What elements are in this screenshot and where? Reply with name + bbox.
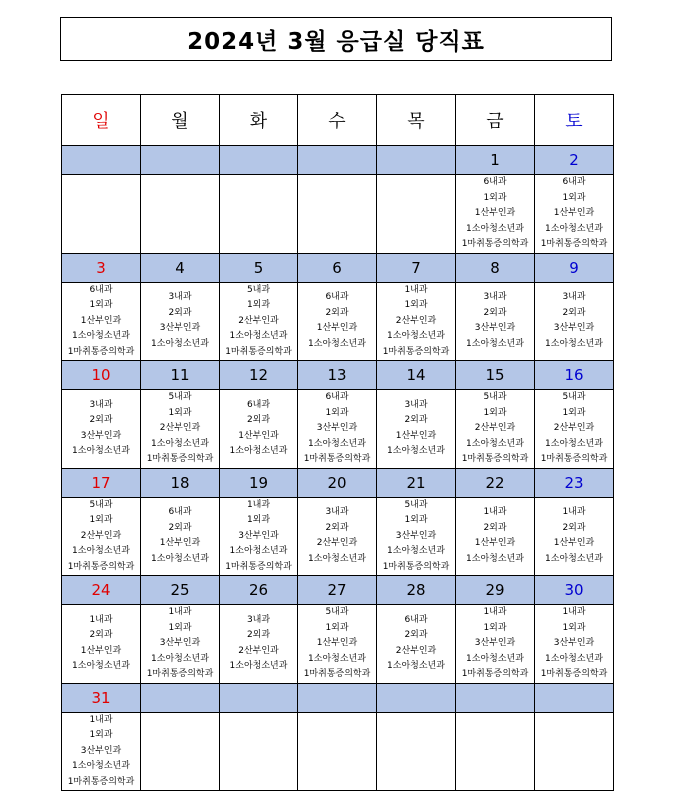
duty-cell bbox=[456, 605, 535, 684]
duty-entry: 3산부인과 bbox=[238, 530, 279, 541]
date-cell: 29 bbox=[456, 576, 535, 605]
date-cell: 14 bbox=[377, 361, 456, 390]
duty-entry: 2외과 bbox=[483, 522, 507, 533]
duty-entry: 1마취통증의학과 bbox=[382, 561, 450, 572]
duty-cell bbox=[377, 282, 456, 361]
duty-entry: 5내과 bbox=[562, 392, 586, 402]
date-cell: 18 bbox=[141, 468, 220, 497]
duty-entry: 1소아청소년과 bbox=[72, 446, 130, 457]
date-cell: 13 bbox=[298, 361, 377, 390]
duty-entry: 6내과 bbox=[325, 292, 349, 303]
duty-entry: 5내과 bbox=[246, 284, 271, 295]
duty-entry: 1외과 bbox=[246, 300, 271, 310]
duty-entry: 2외과 bbox=[562, 307, 586, 318]
duty-cell bbox=[377, 175, 456, 254]
duty-entry: 1내과 bbox=[246, 499, 271, 510]
duty-entry: 3산부인과 bbox=[159, 323, 201, 334]
date-cell: 4 bbox=[141, 253, 220, 282]
duty-entry: 3내과 bbox=[562, 292, 586, 303]
duty-entry: 6내과 bbox=[168, 507, 192, 518]
duty-entry: 1내과 bbox=[89, 714, 113, 725]
duty-cell bbox=[377, 390, 456, 469]
date-cell bbox=[298, 683, 377, 712]
date-row bbox=[62, 683, 614, 712]
duty-entry: 3산부인과 bbox=[80, 430, 122, 441]
duty-entry: 1외과 bbox=[246, 515, 271, 525]
duty-entry: 1내과 bbox=[562, 507, 586, 518]
date-cell: 31 bbox=[62, 683, 141, 712]
duty-entry: 2외과 bbox=[325, 522, 349, 533]
duty-entry: 3내과 bbox=[89, 399, 113, 410]
date-row bbox=[62, 576, 614, 605]
duty-entry: 1소아청소년과 bbox=[229, 661, 288, 672]
duty-cell bbox=[220, 497, 298, 576]
date-cell: 28 bbox=[377, 576, 456, 605]
duty-entry: 2외과 bbox=[246, 415, 271, 426]
title-box bbox=[60, 17, 612, 61]
duty-entry: 1외과 bbox=[483, 622, 507, 633]
duty-entry: 1마취통증의학과 bbox=[146, 454, 214, 464]
date-cell: 10 bbox=[62, 361, 141, 390]
duty-entry: 1마취통증의학과 bbox=[303, 669, 371, 679]
date-cell: 20 bbox=[298, 468, 377, 497]
duty-entry: 2산부인과 bbox=[159, 423, 201, 433]
weekday-sunday: 일 bbox=[62, 95, 141, 146]
duty-cell bbox=[298, 390, 377, 469]
duty-cell bbox=[377, 605, 456, 684]
duty-cell bbox=[220, 282, 298, 361]
duty-entry: 1소아청소년과 bbox=[466, 438, 524, 449]
duty-entry: 1마취통증의학과 bbox=[461, 669, 529, 679]
duty-entry: 1소아청소년과 bbox=[387, 331, 445, 341]
duty-entry: 1산부인과 bbox=[316, 638, 358, 648]
duty-entry: 3산부인과 bbox=[395, 530, 437, 541]
duty-cell bbox=[62, 497, 141, 576]
duty-cell bbox=[298, 712, 377, 791]
date-cell: 30 bbox=[535, 576, 614, 605]
date-cell bbox=[298, 146, 377, 175]
duty-entry: 1소아청소년과 bbox=[151, 438, 209, 449]
duty-entry: 1소아청소년과 bbox=[466, 553, 524, 564]
duty-entry: 1소아청소년과 bbox=[387, 446, 445, 457]
duty-entry: 1마취통증의학과 bbox=[461, 454, 529, 464]
date-cell: 21 bbox=[377, 468, 456, 497]
duty-entry: 1소아청소년과 bbox=[72, 761, 130, 771]
duty-entry: 1외과 bbox=[168, 407, 192, 418]
date-cell bbox=[456, 683, 535, 712]
duty-entry: 1소아청소년과 bbox=[229, 546, 288, 556]
duty-entry: 1소아청소년과 bbox=[308, 553, 366, 564]
duty-entry: 1내과 bbox=[483, 607, 507, 617]
date-cell: 25 bbox=[141, 576, 220, 605]
weekday-friday: 금 bbox=[456, 95, 535, 146]
date-cell bbox=[220, 146, 298, 175]
duty-entry: 1산부인과 bbox=[159, 538, 201, 549]
duty-cell bbox=[377, 712, 456, 791]
duty-entry: 1소아청소년과 bbox=[545, 653, 603, 664]
duty-cell bbox=[377, 497, 456, 576]
duty-row bbox=[62, 497, 614, 576]
duty-cell bbox=[535, 175, 614, 254]
weekday-monday: 월 bbox=[141, 95, 220, 146]
date-cell: 12 bbox=[220, 361, 298, 390]
duty-entry: 1산부인과 bbox=[316, 323, 358, 334]
duty-entry: 1마취통증의학과 bbox=[67, 346, 135, 357]
weekday-header-row bbox=[62, 95, 614, 146]
duty-entry: 1마취통증의학과 bbox=[67, 776, 135, 787]
duty-entry: 5내과 bbox=[404, 499, 428, 510]
weekday-saturday: 토 bbox=[535, 95, 614, 146]
duty-entry: 1외과 bbox=[325, 622, 349, 633]
duty-entry: 1산부인과 bbox=[395, 430, 437, 441]
duty-entry: 1마취통증의학과 bbox=[461, 239, 529, 249]
duty-entry: 1소아청소년과 bbox=[72, 661, 130, 672]
duty-cell bbox=[62, 605, 141, 684]
duty-entry: 1내과 bbox=[89, 614, 113, 625]
duty-entry: 1외과 bbox=[562, 407, 586, 418]
duty-entry: 1산부인과 bbox=[553, 208, 595, 218]
duty-entry: 2외과 bbox=[89, 415, 113, 426]
date-cell: 24 bbox=[62, 576, 141, 605]
duty-entry: 1외과 bbox=[325, 407, 349, 418]
duty-entry: 1마취통증의학과 bbox=[225, 346, 292, 357]
duty-entry: 1소아청소년과 bbox=[72, 331, 130, 341]
duty-entry: 6내과 bbox=[562, 177, 586, 187]
duty-row bbox=[62, 712, 614, 791]
duty-entry: 1소아청소년과 bbox=[387, 661, 445, 672]
duty-entry: 1외과 bbox=[483, 407, 507, 418]
duty-entry: 5내과 bbox=[168, 392, 192, 402]
duty-entry: 1소아청소년과 bbox=[545, 553, 603, 564]
duty-entry: 1소아청소년과 bbox=[72, 546, 130, 556]
duty-entry: 1마취통증의학과 bbox=[146, 669, 214, 679]
page-title: 2024년 3월 응급실 당직표 bbox=[187, 28, 485, 55]
date-cell bbox=[377, 146, 456, 175]
duty-entry: 6내과 bbox=[246, 399, 271, 410]
duty-entry: 2외과 bbox=[168, 522, 192, 533]
duty-entry: 1마취통증의학과 bbox=[382, 346, 450, 357]
duty-entry: 1외과 bbox=[89, 515, 113, 525]
duty-entry: 3내과 bbox=[483, 292, 507, 303]
duty-cell bbox=[220, 390, 298, 469]
duty-cell bbox=[141, 282, 220, 361]
date-cell: 7 bbox=[377, 253, 456, 282]
duty-entry: 1소아청소년과 bbox=[308, 438, 366, 449]
date-cell bbox=[377, 683, 456, 712]
duty-entry: 1외과 bbox=[89, 730, 113, 740]
duty-entry: 1소아청소년과 bbox=[466, 223, 524, 234]
duty-entry: 3내과 bbox=[325, 507, 349, 518]
date-cell: 6 bbox=[298, 253, 377, 282]
duty-entry: 2외과 bbox=[562, 522, 586, 533]
weekday-thursday: 목 bbox=[377, 95, 456, 146]
duty-entry: 2외과 bbox=[325, 307, 349, 318]
duty-entry: 2외과 bbox=[483, 307, 507, 318]
duty-entry: 1내과 bbox=[168, 607, 192, 617]
date-cell: 2 bbox=[535, 146, 614, 175]
duty-cell bbox=[298, 175, 377, 254]
date-row bbox=[62, 146, 614, 175]
duty-cell bbox=[298, 282, 377, 361]
duty-entry: 2외과 bbox=[246, 630, 271, 641]
duty-calendar bbox=[61, 94, 614, 791]
date-cell: 27 bbox=[298, 576, 377, 605]
duty-entry: 2산부인과 bbox=[316, 538, 358, 549]
duty-cell bbox=[141, 712, 220, 791]
duty-entry: 1마취통증의학과 bbox=[67, 561, 135, 572]
weekday-wednesday: 수 bbox=[298, 95, 377, 146]
duty-entry: 6내과 bbox=[483, 177, 507, 187]
duty-entry: 1외과 bbox=[168, 622, 192, 633]
duty-cell bbox=[456, 282, 535, 361]
duty-cell bbox=[535, 497, 614, 576]
duty-entry: 3산부인과 bbox=[80, 745, 122, 756]
weekday-tuesday: 화 bbox=[220, 95, 298, 146]
duty-cell bbox=[456, 175, 535, 254]
duty-entry: 3내과 bbox=[404, 399, 428, 410]
date-cell bbox=[535, 683, 614, 712]
duty-entry: 3내과 bbox=[168, 292, 192, 303]
duty-entry: 1마취통증의학과 bbox=[540, 239, 608, 249]
date-cell: 11 bbox=[141, 361, 220, 390]
duty-entry: 5내과 bbox=[89, 499, 113, 510]
duty-entry: 1소아청소년과 bbox=[545, 338, 603, 349]
date-cell: 9 bbox=[535, 253, 614, 282]
date-cell: 16 bbox=[535, 361, 614, 390]
duty-entry: 1외과 bbox=[404, 300, 428, 310]
duty-cell bbox=[220, 175, 298, 254]
duty-entry: 3산부인과 bbox=[553, 323, 595, 334]
date-cell: 15 bbox=[456, 361, 535, 390]
duty-cell bbox=[456, 712, 535, 791]
duty-row bbox=[62, 175, 614, 254]
date-row bbox=[62, 253, 614, 282]
duty-cell bbox=[141, 605, 220, 684]
duty-cell bbox=[535, 605, 614, 684]
duty-entry: 1내과 bbox=[562, 607, 586, 617]
date-cell: 26 bbox=[220, 576, 298, 605]
duty-cell bbox=[62, 282, 141, 361]
duty-entry: 2외과 bbox=[89, 630, 113, 641]
duty-entry: 1산부인과 bbox=[80, 315, 122, 326]
duty-cell bbox=[456, 390, 535, 469]
duty-entry: 3산부인과 bbox=[316, 423, 358, 433]
duty-entry: 1내과 bbox=[404, 284, 428, 295]
date-cell: 22 bbox=[456, 468, 535, 497]
duty-entry: 1산부인과 bbox=[553, 538, 595, 549]
duty-entry: 3산부인과 bbox=[474, 638, 516, 648]
duty-cell bbox=[220, 605, 298, 684]
duty-entry: 1소아청소년과 bbox=[229, 331, 288, 341]
duty-cell bbox=[62, 712, 141, 791]
duty-entry: 3산부인과 bbox=[553, 638, 595, 648]
date-cell: 23 bbox=[535, 468, 614, 497]
duty-row bbox=[62, 390, 614, 469]
duty-entry: 1소아청소년과 bbox=[229, 446, 288, 457]
duty-cell bbox=[220, 712, 298, 791]
duty-entry: 2산부인과 bbox=[238, 645, 279, 656]
duty-cell bbox=[141, 175, 220, 254]
duty-entry: 2산부인과 bbox=[395, 645, 437, 656]
duty-entry: 3내과 bbox=[246, 614, 271, 625]
duty-entry: 1소아청소년과 bbox=[387, 546, 445, 556]
duty-entry: 1외과 bbox=[562, 192, 586, 203]
duty-entry: 1마취통증의학과 bbox=[303, 454, 371, 464]
duty-entry: 2외과 bbox=[404, 415, 428, 426]
duty-entry: 1마취통증의학과 bbox=[540, 454, 608, 464]
duty-entry: 2산부인과 bbox=[553, 423, 595, 433]
duty-entry: 1외과 bbox=[562, 622, 586, 633]
duty-cell bbox=[298, 605, 377, 684]
date-row bbox=[62, 468, 614, 497]
date-cell bbox=[141, 683, 220, 712]
duty-entry: 2산부인과 bbox=[238, 315, 279, 326]
duty-entry: 1소아청소년과 bbox=[151, 553, 209, 564]
duty-entry: 1외과 bbox=[483, 192, 507, 203]
duty-cell bbox=[141, 497, 220, 576]
duty-entry: 2산부인과 bbox=[474, 423, 516, 433]
date-row bbox=[62, 361, 614, 390]
date-cell bbox=[141, 146, 220, 175]
duty-cell bbox=[535, 282, 614, 361]
duty-entry: 1내과 bbox=[483, 507, 507, 518]
date-cell bbox=[220, 683, 298, 712]
duty-entry: 1소아청소년과 bbox=[545, 438, 603, 449]
duty-entry: 1소아청소년과 bbox=[466, 653, 524, 664]
date-cell bbox=[62, 146, 141, 175]
duty-entry: 6내과 bbox=[89, 284, 113, 295]
duty-entry: 5내과 bbox=[483, 392, 507, 402]
duty-entry: 2산부인과 bbox=[395, 315, 437, 326]
duty-entry: 1외과 bbox=[404, 515, 428, 525]
duty-entry: 2외과 bbox=[404, 630, 428, 641]
duty-entry: 2외과 bbox=[168, 307, 192, 318]
duty-entry: 1산부인과 bbox=[474, 538, 516, 549]
duty-cell bbox=[456, 497, 535, 576]
duty-entry: 2산부인과 bbox=[80, 530, 122, 541]
duty-row bbox=[62, 605, 614, 684]
duty-entry: 5내과 bbox=[325, 607, 349, 617]
duty-entry: 6내과 bbox=[404, 614, 428, 625]
duty-entry: 3산부인과 bbox=[474, 323, 516, 334]
duty-entry: 1산부인과 bbox=[80, 645, 122, 656]
duty-entry: 1소아청소년과 bbox=[466, 338, 524, 349]
duty-entry: 1소아청소년과 bbox=[151, 653, 209, 664]
duty-entry: 1마취통증의학과 bbox=[225, 561, 292, 572]
duty-cell bbox=[535, 390, 614, 469]
duty-cell bbox=[141, 390, 220, 469]
duty-entry: 6내과 bbox=[325, 392, 349, 402]
duty-cell bbox=[62, 390, 141, 469]
duty-cell bbox=[535, 712, 614, 791]
duty-entry: 1산부인과 bbox=[238, 430, 279, 441]
duty-cell bbox=[298, 497, 377, 576]
date-cell: 8 bbox=[456, 253, 535, 282]
duty-entry: 1소아청소년과 bbox=[308, 338, 366, 349]
duty-entry: 1마취통증의학과 bbox=[540, 669, 608, 679]
duty-entry: 1산부인과 bbox=[474, 208, 516, 218]
duty-entry: 3산부인과 bbox=[159, 638, 201, 648]
date-cell: 19 bbox=[220, 468, 298, 497]
date-cell: 3 bbox=[62, 253, 141, 282]
duty-entry: 1소아청소년과 bbox=[151, 338, 209, 349]
duty-entry: 1소아청소년과 bbox=[308, 653, 366, 664]
date-cell: 17 bbox=[62, 468, 141, 497]
date-cell: 1 bbox=[456, 146, 535, 175]
duty-entry: 1외과 bbox=[89, 300, 113, 310]
duty-entry: 1소아청소년과 bbox=[545, 223, 603, 234]
duty-cell bbox=[62, 175, 141, 254]
duty-row bbox=[62, 282, 614, 361]
date-cell: 5 bbox=[220, 253, 298, 282]
